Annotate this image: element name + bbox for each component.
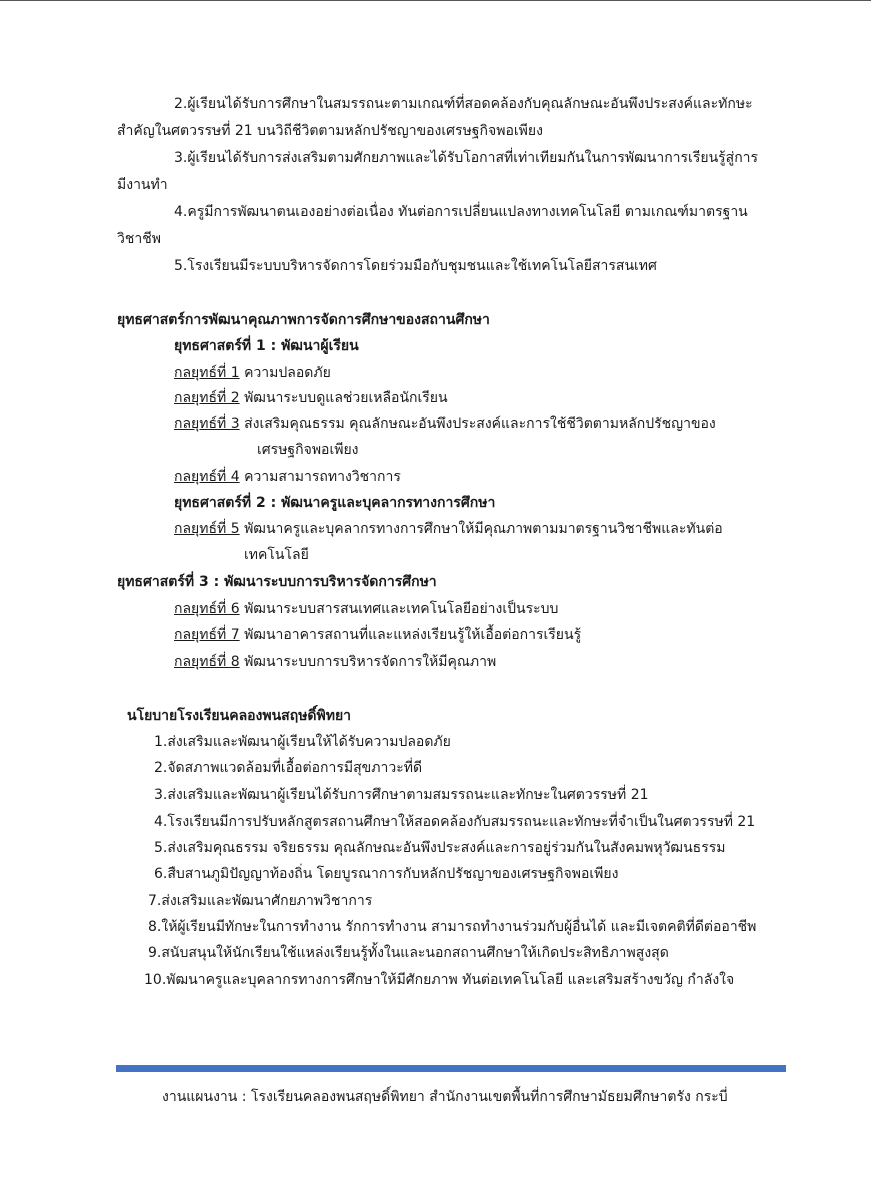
- tactic-text: พัฒนาระบบดูแลช่วยเหลือนักเรียน: [244, 390, 448, 406]
- page-top-border: [0, 0, 871, 1]
- policy-item-3: 3.ส่งเสริมและพัฒนาผู้เรียนได้รับการศึกษาตามสมรรถนะและทักษะในศตวรรษที่ 21: [154, 787, 649, 803]
- tactic-label: กลยุทธ์ที่ 3: [174, 416, 240, 432]
- strategy-heading: ยุทธศาสตร์การพัฒนาคุณภาพการจัดการศึกษาของสถานศึกษา: [117, 312, 490, 328]
- strategy-1-title: ยุทธศาสตร์ที่ 1 : พัฒนาผู้เรียน: [174, 338, 359, 354]
- tactic-3-continuation: เศรษฐกิจพอเพียง: [257, 442, 359, 458]
- footer-divider: [116, 1065, 786, 1072]
- tactic-label: กลยุทธ์ที่ 2: [174, 390, 240, 406]
- tactic-text: พัฒนาระบบสารสนเทศและเทคโนโลยีอย่างเป็นระบบ: [244, 601, 559, 617]
- policy-item-10: 10.พัฒนาครูและบุคลากรทางการศึกษาให้มีศักยภาพ ทันต่อเทคโนโลยี และเสริมสร้างขวัญ กำลังใจ: [144, 972, 735, 988]
- tactic-5: [174, 519, 723, 539]
- tactic-label: กลยุทธ์ที่ 6: [174, 601, 240, 617]
- tactic-label: กลยุทธ์ที่ 1: [174, 365, 240, 381]
- tactic-2: [174, 388, 448, 408]
- tactic-text: พัฒนาครูและบุคลากรทางการศึกษาให้มีคุณภาพตามมาตรฐานวิชาชีพและทันต่อ: [244, 521, 723, 537]
- tactic-label: กลยุทธ์ที่ 4: [174, 469, 240, 485]
- tactic-5-continuation: เทคโนโลยี: [244, 547, 309, 563]
- tactic-8: [174, 652, 496, 672]
- policy-item-8: 8.ให้ผู้เรียนมีทักษะในการทำงาน รักการทำงาน สามารถทำงานร่วมกับผู้อื่นได้ และมีเจตคติที่ดีต่ออาชีพ: [148, 919, 757, 935]
- tactic-label: กลยุทธ์ที่ 7: [174, 627, 240, 643]
- tactic-text: พัฒนาระบบการบริหารจัดการให้มีคุณภาพ: [244, 654, 497, 670]
- tactic-text: ส่งเสริมคุณธรรม คุณลักษณะอันพึงประสงค์และการใช้ชีวิตตามหลักปรัชญาของ: [244, 416, 716, 432]
- intro-line-7: 5.โรงเรียนมีระบบบริหารจัดการโดยร่วมมือกับชุมชนและใช้เทคโนโลยีสารสนเทศ: [174, 258, 657, 274]
- policy-item-9: 9.สนับสนุนให้นักเรียนใช้แหล่งเรียนรู้ทั้งในและนอกสถานศึกษาให้เกิดประสิทธิภาพสูงสุด: [148, 945, 669, 961]
- tactic-text: ความสามารถทางวิชาการ: [244, 469, 401, 485]
- intro-line-3: 3.ผู้เรียนได้รับการส่งเสริมตามศักยภาพและได้รับโอกาสที่เท่าเทียมกันในการพัฒนาการเรียนรู้สู่การ: [174, 150, 759, 166]
- intro-line-5: 4.ครูมีการพัฒนาตนเองอย่างต่อเนื่อง ทันต่อการเปลี่ยนแปลงทางเทคโนโลยี ตามเกณฑ์มาตรฐาน: [174, 204, 748, 220]
- intro-line-4: มีงานทำ: [117, 177, 168, 193]
- strategy-3-title: ยุทธศาสตร์ที่ 3 : พัฒนาระบบการบริหารจัดการศึกษา: [117, 574, 437, 590]
- tactic-text: ความปลอดภัย: [244, 365, 331, 381]
- strategy-2-title: ยุทธศาสตร์ที่ 2 : พัฒนาครูและบุคลากรทางการศึกษา: [174, 495, 496, 511]
- tactic-4: [174, 467, 401, 487]
- policy-item-1: 1.ส่งเสริมและพัฒนาผู้เรียนให้ได้รับความปลอดภัย: [154, 734, 451, 750]
- intro-line-1: 2.ผู้เรียนได้รับการศึกษาในสมรรถนะตามเกณฑ์ที่สอดคล้องกับคุณลักษณะอันพึงประสงค์และทักษะ: [174, 96, 753, 112]
- footer-text: งานแผนงาน : โรงเรียนคลองพนสฤษดิ์พิทยา สำนักงานเขตพื้นที่การศึกษามัธยมศึกษาตรัง กระบี่: [162, 1089, 728, 1105]
- policy-item-5: 5.ส่งเสริมคุณธรรม จริยธรรม คุณลักษณะอันพึงประสงค์และการอยู่ร่วมกันในสังคมพหุวัฒนธรรม: [154, 840, 726, 856]
- policy-item-6: 6.สืบสานภูมิปัญญาท้องถิ่น โดยบูรณาการกับหลักปรัชญาของเศรษฐกิจพอเพียง: [154, 866, 619, 882]
- policy-item-7: 7.ส่งเสริมและพัฒนาศักยภาพวิชาการ: [148, 893, 373, 909]
- tactic-3: [174, 414, 716, 434]
- policy-item-4: 4.โรงเรียนมีการปรับหลักสูตรสถานศึกษาให้สอดคล้องกับสมรรถนะและทักษะที่จำเป็นในศตวรรษที่ 21: [154, 814, 756, 830]
- tactic-label: กลยุทธ์ที่ 5: [174, 521, 240, 537]
- tactic-7: [174, 625, 581, 645]
- tactic-1: [174, 363, 331, 383]
- tactic-6: [174, 599, 558, 619]
- policy-item-2: 2.จัดสภาพแวดล้อมที่เอื้อต่อการมีสุขภาวะที่ดี: [154, 760, 423, 776]
- intro-line-6: วิชาชีพ: [117, 231, 161, 247]
- tactic-text: พัฒนาอาคารสถานที่และแหล่งเรียนรู้ให้เอื้อต่อการเรียนรู้: [244, 627, 582, 643]
- tactic-label: กลยุทธ์ที่ 8: [174, 654, 240, 670]
- intro-line-2: สำคัญในศตวรรษที่ 21 บนวิถีชีวิตตามหลักปรัชญาของเศรษฐกิจพอเพียง: [117, 123, 543, 139]
- policy-heading: นโยบายโรงเรียนคลองพนสฤษดิ์พิทยา: [127, 708, 352, 724]
